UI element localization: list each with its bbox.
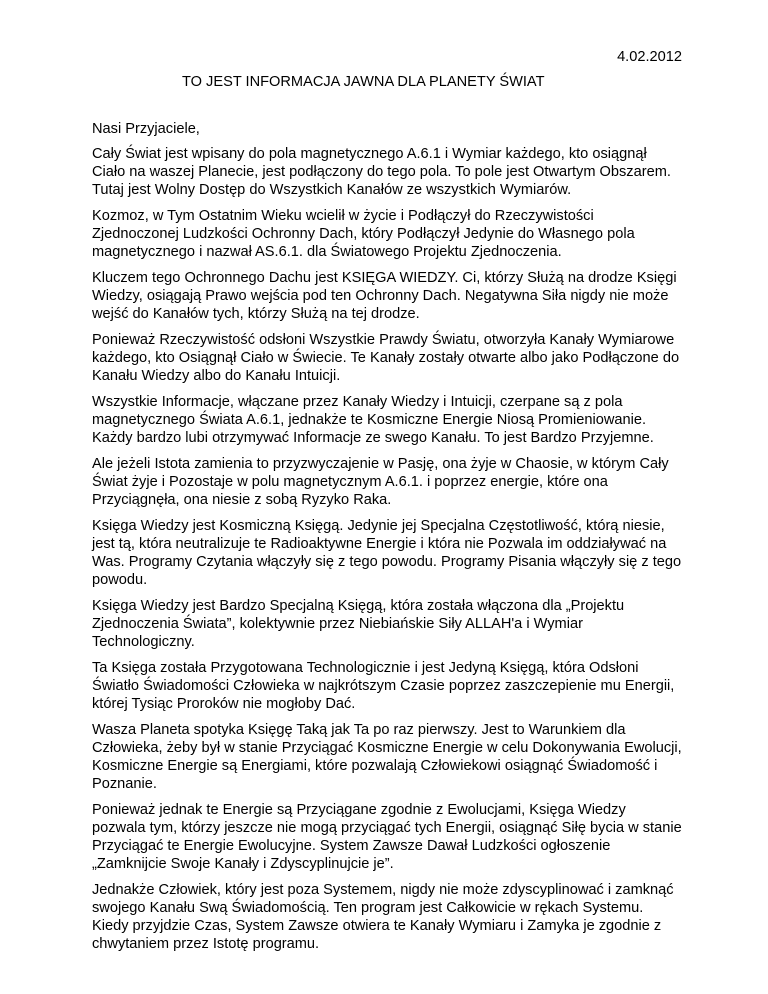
paragraph: Cały Świat jest wpisany do pola magnetycznego A.6.1 i Wymiar każdego, kto osiągnął Ciało na waszej Planecie, jest podłączony do tego pola. To pole jest Otwartym Obszarem. Tutaj jest Wolny Dostęp do Wszystkich Kanałów ze wszystkich Wymiarów. (92, 146, 671, 198)
paragraph: Księga Wiedzy jest Bardzo Specjalną Księgą, która została włączona dla „Projektu Zjednoczenia Świata”, kolektywnie przez Niebiańskie Siły ALLAH'a i Wymiar Technologiczny. (92, 598, 625, 650)
document-body (92, 145, 682, 961)
document-heading: TO JEST INFORMACJA JAWNA DLA PLANETY ŚWIAT (182, 74, 545, 90)
paragraph: Ponieważ Rzeczywistość odsłoni Wszystkie Prawdy Światu, otworzyła Kanały Wymiarowe każdego, kto Osiągnął Ciało w Świecie. Te Kanały zostały otwarte albo jako Podłączone do Kanału Wiedzy albo do Kanału Intuicji. (92, 332, 680, 384)
paragraph: Kozmoz, w Tym Ostatnim Wieku wcielił w życie i Podłączył do Rzeczywistości Zjednoczonej Ludzkości Ochronny Dach, który Podłączył Jedynie do Własnego pola magnetycznego i nazwał AS.6.1. dla Światowego Projektu Zjednoczenia. (92, 208, 635, 260)
paragraph: Księga Wiedzy jest Kosmiczną Księgą. Jedynie jej Specjalna Częstotliwość, którą niesie, jest tą, która neutralizuje te Radioaktywne Energie i która nie Pozwala im oddziaływać na Was. Programy Czytania włączyły się z tego powodu. Programy Pisania włączyły się z tego powodu. (92, 518, 682, 588)
document-date: 4.02.2012 (617, 49, 682, 65)
paragraph: Jednakże Człowiek, który jest poza Systemem, nigdy nie może zdyscyplinować i zamknąć swojego Kanału Swą Świadomością. Ten program jest Całkowicie w rękach Systemu. Kiedy przyjdzie Czas, System Zawsze otwiera te Kanały Wymiaru i Zamyka je zgodnie z chwytaniem przez Istotę programu. (92, 882, 674, 952)
paragraph: Ale jeżeli Istota zamienia to przyzwyczajenie w Pasję, ona żyje w Chaosie, w którym Cały Świat żyje i Pozostaje w polu magnetycznym A.6.1. i poprzez energie, które ona Przyciągnęła, ona niesie z sobą Ryzyko Raka. (92, 456, 669, 508)
paragraph: Wszystkie Informacje, włączane przez Kanały Wiedzy i Intuicji, czerpane są z pola magnetycznego Świata A.6.1, jednakże te Kosmiczne Energie Niosą Promieniowanie. Każdy bardzo lubi otrzymywać Informacje ze swego Kanału. To jest Bardzo Przyjemne. (92, 394, 654, 446)
paragraph: Ta Księga została Przygotowana Technologicznie i jest Jedyną Księgą, która Odsłoni Światło Świadomości Człowieka w najkrótszym Czasie poprzez zaszczepienie mu Energii, której Tysiąc Proroków nie mogłoby Dać. (92, 660, 675, 712)
salutation: Nasi Przyjaciele, (92, 121, 200, 137)
paragraph: Wasza Planeta spotyka Księgę Taką jak Ta po raz pierwszy. Jest to Warunkiem dla Człowieka, żeby był w stanie Przyciągać Kosmiczne Energie w celu Dokonywania Ewolucji, Kosmiczne Energie są Energiami, które pozwalają Człowiekowi osiągnąć Świadomość i Poznanie. (92, 722, 682, 792)
paragraph: Kluczem tego Ochronnego Dachu jest KSIĘGA WIEDZY. Ci, którzy Służą na drodze Księgi Wiedzy, osiągają Prawo wejścia pod ten Ochronny Dach. Negatywna Siła nigdy nie może wejść do Kanałów tych, którzy Służą na tej drodze. (92, 270, 677, 322)
paragraph: Ponieważ jednak te Energie są Przyciągane zgodnie z Ewolucjami, Księga Wiedzy pozwala tym, którzy jeszcze nie mogą przyciągać tych Energii, osiągnąć Siłę bycia w stanie Przyciągać te Energie Ewolucyjne. System Zawsze Dawał Ludzkości ogłoszenie „Zamknijcie Swoje Kanały i Zdyscyplinujcie je”. (92, 802, 682, 872)
